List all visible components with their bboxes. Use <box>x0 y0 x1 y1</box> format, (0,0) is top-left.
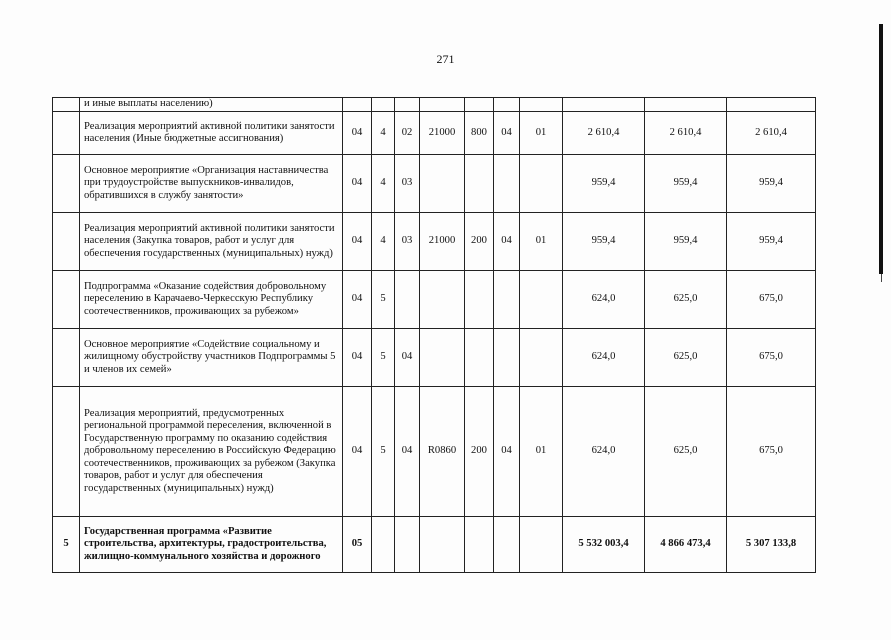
amount-year-2: 959,4 <box>645 155 727 213</box>
code-subsection <box>520 98 563 112</box>
row-description: Основное мероприятие «Организация наставничества при трудоустройстве выпускников-инвалидов, обратившихся в службу занятости» <box>80 155 343 213</box>
amount-year-2: 2 610,4 <box>645 112 727 155</box>
code-section: 04 <box>494 112 520 155</box>
code-direction: 21000 <box>420 112 465 155</box>
amount-year-1: 2 610,4 <box>563 112 645 155</box>
code-program <box>343 98 372 112</box>
table-row <box>53 329 816 387</box>
code-main-event <box>395 271 420 329</box>
code-subsection <box>520 271 563 329</box>
code-subprogram: 4 <box>372 155 395 213</box>
table-row <box>53 517 816 573</box>
row-description: Государственная программа «Развитие строительства, архитектуры, градостроительства, жилищно-коммунального хозяйства и дорожного <box>80 517 343 573</box>
code-subprogram <box>372 517 395 573</box>
table-row <box>53 213 816 271</box>
amount-year-2: 4 866 473,4 <box>645 517 727 573</box>
row-description: Основное мероприятие «Содействие социальному и жилищному обустройству участников Подпрограммы 5 и членов их семей» <box>80 329 343 387</box>
code-section <box>494 329 520 387</box>
amount-year-3 <box>727 98 816 112</box>
code-main-event: 02 <box>395 112 420 155</box>
row-index <box>53 329 80 387</box>
row-description: Реализация мероприятий активной политики занятости населения (Закупка товаров, работ и услуг для обеспечения государственных (муниципальных) нужд) <box>80 213 343 271</box>
amount-year-1: 624,0 <box>563 271 645 329</box>
budget-table <box>52 97 816 573</box>
row-description: и иные выплаты населению) <box>80 98 343 112</box>
amount-year-3: 675,0 <box>727 271 816 329</box>
amount-year-2: 625,0 <box>645 271 727 329</box>
row-description: Реализация мероприятий, предусмотренных региональной программой переселения, включенной в Государственную программу по оказанию содействия добровольному переселению в Российскую Федерацию соотечественников, проживающих за рубежом (Закупка товаров, работ и услуг для обеспечения государственных (муниципальных) нужд) <box>80 387 343 517</box>
code-main-event: 04 <box>395 329 420 387</box>
scan-edge-mark-thin <box>881 274 882 282</box>
code-expense-type: 200 <box>465 213 494 271</box>
amount-year-1 <box>563 98 645 112</box>
amount-year-3: 959,4 <box>727 213 816 271</box>
row-index <box>53 387 80 517</box>
code-expense-type <box>465 98 494 112</box>
code-expense-type <box>465 271 494 329</box>
code-direction <box>420 517 465 573</box>
code-program: 04 <box>343 387 372 517</box>
amount-year-1: 5 532 003,4 <box>563 517 645 573</box>
code-direction <box>420 329 465 387</box>
amount-year-3: 675,0 <box>727 329 816 387</box>
amount-year-3: 959,4 <box>727 155 816 213</box>
code-direction <box>420 271 465 329</box>
row-index <box>53 112 80 155</box>
amount-year-2: 625,0 <box>645 387 727 517</box>
table-row <box>53 271 816 329</box>
page-number: 271 <box>436 52 455 66</box>
code-expense-type: 800 <box>465 112 494 155</box>
code-program: 04 <box>343 155 372 213</box>
code-program: 04 <box>343 271 372 329</box>
code-program: 04 <box>343 329 372 387</box>
row-index <box>53 271 80 329</box>
code-section <box>494 98 520 112</box>
code-section: 04 <box>494 213 520 271</box>
code-direction: R0860 <box>420 387 465 517</box>
code-subprogram: 5 <box>372 271 395 329</box>
code-expense-type <box>465 517 494 573</box>
code-program: 05 <box>343 517 372 573</box>
code-subprogram: 5 <box>372 387 395 517</box>
code-subsection <box>520 517 563 573</box>
row-description: Реализация мероприятий активной политики занятости населения (Иные бюджетные ассигнования) <box>80 112 343 155</box>
row-index <box>53 155 80 213</box>
code-subsection: 01 <box>520 112 563 155</box>
code-subsection <box>520 329 563 387</box>
code-main-event: 03 <box>395 155 420 213</box>
amount-year-2 <box>645 98 727 112</box>
code-subprogram: 4 <box>372 213 395 271</box>
code-direction <box>420 155 465 213</box>
amount-year-2: 959,4 <box>645 213 727 271</box>
code-section: 04 <box>494 387 520 517</box>
amount-year-3: 5 307 133,8 <box>727 517 816 573</box>
row-description: Подпрограмма «Оказание содействия добровольному переселению в Карачаево-Черкесскую Республику соотечественников, проживающих за рубежом» <box>80 271 343 329</box>
amount-year-3: 675,0 <box>727 387 816 517</box>
code-subprogram: 5 <box>372 329 395 387</box>
code-subsection <box>520 155 563 213</box>
row-index <box>53 213 80 271</box>
table-row <box>53 387 816 517</box>
code-expense-type: 200 <box>465 387 494 517</box>
code-subsection: 01 <box>520 387 563 517</box>
code-section <box>494 155 520 213</box>
amount-year-3: 2 610,4 <box>727 112 816 155</box>
code-section <box>494 271 520 329</box>
amount-year-1: 624,0 <box>563 387 645 517</box>
amount-year-1: 959,4 <box>563 213 645 271</box>
table-body <box>53 98 816 573</box>
code-section <box>494 517 520 573</box>
table-row <box>53 112 816 155</box>
row-index: 5 <box>53 517 80 573</box>
amount-year-1: 959,4 <box>563 155 645 213</box>
code-direction: 21000 <box>420 213 465 271</box>
scan-edge-mark <box>879 24 883 274</box>
row-index <box>53 98 80 112</box>
table-row <box>53 155 816 213</box>
code-expense-type <box>465 329 494 387</box>
code-program: 04 <box>343 112 372 155</box>
code-subprogram <box>372 98 395 112</box>
code-direction <box>420 98 465 112</box>
code-expense-type <box>465 155 494 213</box>
amount-year-1: 624,0 <box>563 329 645 387</box>
code-main-event: 03 <box>395 213 420 271</box>
code-main-event <box>395 98 420 112</box>
code-main-event: 04 <box>395 387 420 517</box>
code-main-event <box>395 517 420 573</box>
table-row <box>53 98 816 112</box>
code-program: 04 <box>343 213 372 271</box>
code-subprogram: 4 <box>372 112 395 155</box>
code-subsection: 01 <box>520 213 563 271</box>
amount-year-2: 625,0 <box>645 329 727 387</box>
